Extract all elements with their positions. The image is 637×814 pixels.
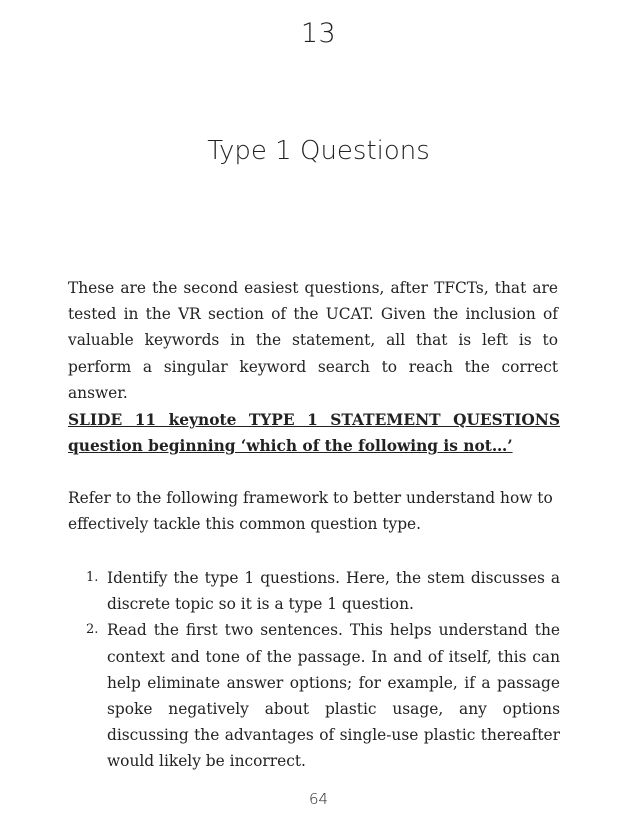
step-text: Identify the type 1 questions. Here, the stem discusses a discrete topic so it is a type 1 question.	[107, 569, 560, 614]
step-number: 1.	[86, 570, 99, 585]
intro-paragraph: These are the second easiest questions, after TFCTs, that are tested in the VR section of the UCAT. Given the inclusion of valuable keywords in the statement, all that is left is to perform a singular keyword search to reach the correct answer.	[68, 279, 558, 402]
step-number: 2.	[86, 622, 99, 638]
list-item	[68, 565, 560, 617]
slide-heading: SLIDE 11 keynote TYPE 1 STATEMENT QUESTIONS question beginning ‘which of the following is not…’	[68, 411, 560, 456]
list-item	[68, 617, 560, 774]
step-text: Read the first two sentences. This helps understand the context and tone of the passage. In and of itself, this can help eliminate answer options; for example, if a passage spoke negatively about plastic usage, any options discussing the advantages of single-use plastic thereafter would likely be incorrect.	[107, 621, 560, 771]
framework-paragraph: Refer to the following framework to better understand how to effectively tackle this common question type.	[68, 489, 553, 534]
page-number: 64	[308, 790, 329, 808]
steps-list	[68, 565, 560, 775]
chapter-title: Type 1 Questions	[207, 136, 430, 166]
chapter-number: 13	[300, 18, 337, 49]
